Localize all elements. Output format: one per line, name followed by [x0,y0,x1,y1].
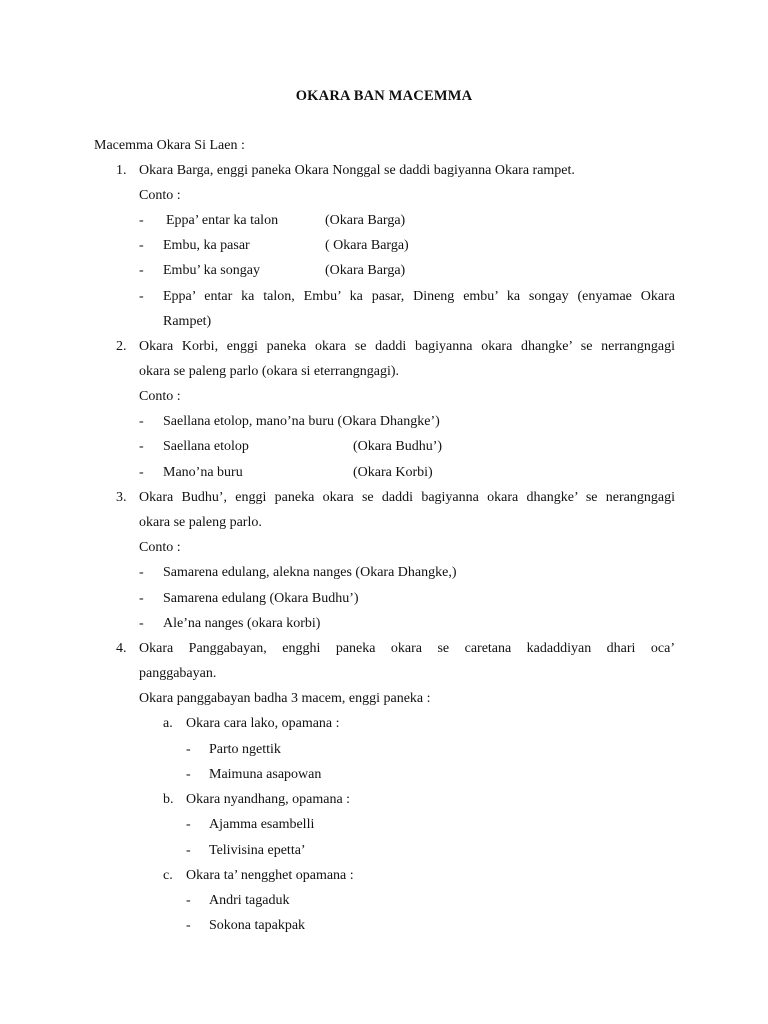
s1-example-1: Eppa’ entar ka talon [166,213,279,228]
intro-heading: Macemma Okara Si Laen : [94,138,245,153]
s3-example-1: Samarena edulang, alekna nanges (Okara Dhangke,) [163,565,457,580]
subtype-a-example-1: Parto ngettik [209,742,281,757]
s2-example-1: Saellana etolop, mano’na buru (Okara Dhangke’) [163,414,440,429]
section-3-definition-line-2: okara se paleng parlo. [139,515,262,530]
s2-example-2-type: (Okara Budhu’) [353,439,443,454]
bullet-dash: - [139,289,144,304]
bullet-dash: - [139,238,144,253]
section-1-definition: Okara Barga, enggi paneka Okara Nonggal se daddi bagiyanna Okara rampet. [139,163,575,178]
s3-example-2: Samarena edulang (Okara Budhu’) [163,591,359,606]
bullet-dash: - [139,263,144,278]
bullet-dash: - [139,616,144,631]
s1-example-2: Embu, ka pasar [163,238,250,253]
section-4-number: 4. [116,641,127,656]
bullet-dash: - [186,893,191,908]
s3-example-3: Ale’na nanges (okara korbi) [163,616,321,631]
bullet-dash: - [186,843,191,858]
bullet-dash: - [186,742,191,757]
s1-example-4-line-1: Eppa’ entar ka talon, Embu’ ka pasar, Dineng embu’ ka songay (enyamae Okara [163,289,675,304]
s2-example-3-type: (Okara Korbi) [353,465,433,480]
section-2-definition-line-2: okara se paleng parlo (okara si eterrangngagi). [139,364,400,379]
subtype-c-label: Okara ta’ nengghet opamana : [186,868,354,883]
page-title: OKARA BAN MACEMMA [295,88,473,104]
subtype-b-example-2: Telivisina epetta’ [209,843,306,858]
section-3-definition-line-1: Okara Budhu’, enggi paneka okara se daddi bagiyanna okara dhangke’ se nerangngagi [139,490,675,505]
bullet-dash: - [186,817,191,832]
subtype-a-label: Okara cara lako, opamana : [186,716,340,731]
s2-example-2: Saellana etolop [163,439,249,454]
section-2-number: 2. [116,339,127,354]
subtype-b-marker: b. [163,792,174,807]
subtype-b-label: Okara nyandhang, opamana : [186,792,351,807]
subtype-a-marker: a. [163,716,173,731]
subtype-b-example-1: Ajamma esambelli [209,817,315,832]
s1-example-3: Embu’ ka songay [163,263,260,278]
bullet-dash: - [139,439,144,454]
subtype-a-example-2: Maimuna asapowan [209,767,322,782]
section-3-conto: Conto : [139,540,181,555]
s1-example-3-type: (Okara Barga) [325,263,406,278]
bullet-dash: - [139,414,144,429]
s2-example-3: Mano’na buru [163,465,243,480]
s1-example-4-line-2: Rampet) [163,314,212,329]
subtype-c-example-2: Sokona tapakpak [209,918,306,933]
section-4-definition-line-1: Okara Panggabayan, engghi paneka okara se caretana kadaddiyan dhari oca’ [139,641,675,656]
section-4-definition-line-2: panggabayan. [139,666,217,681]
bullet-dash: - [139,591,144,606]
section-2-conto: Conto : [139,389,181,404]
section-1-conto: Conto : [139,188,181,203]
section-3-number: 3. [116,490,127,505]
subtype-c-marker: c. [163,868,173,883]
s1-example-2-type: ( Okara Barga) [325,238,409,253]
section-4-subtypes-intro: Okara panggabayan badha 3 macem, enggi paneka : [139,691,431,706]
s1-example-1-type: (Okara Barga) [325,213,406,228]
bullet-dash: - [186,918,191,933]
bullet-dash: - [139,465,144,480]
bullet-dash: - [186,767,191,782]
subtype-c-example-1: Andri tagaduk [209,893,290,908]
section-2-definition-line-1: Okara Korbi, enggi paneka okara se daddi bagiyanna okara dhangke’ se nerrangngagi [139,339,675,354]
bullet-dash: - [139,213,144,228]
bullet-dash: - [139,565,144,580]
section-1-number: 1. [116,163,127,178]
